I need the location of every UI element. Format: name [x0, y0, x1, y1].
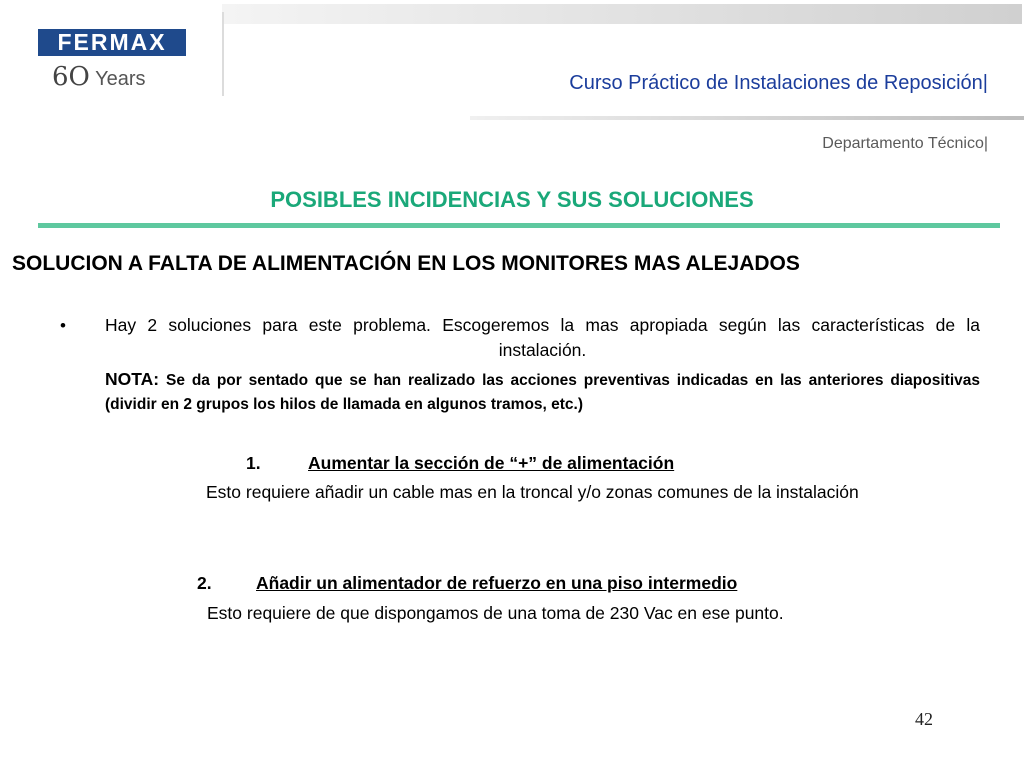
note-text: Se da por sentado que se han realizado las acciones preventivas indicadas en las anteriores diapositivas (dividir en 2 grupos los hilos de llamada en algunos tramos, etc.): [105, 372, 980, 413]
option-2-number: 2.: [197, 573, 212, 593]
bullet-marker: •: [60, 316, 66, 335]
bullet-text: Hay 2 soluciones para este problema. Escogeremos la mas apropiada según las características de la instalación.: [105, 315, 980, 360]
anniversary-word: Years: [95, 68, 146, 90]
option-1-title: Aumentar la sección de “+” de alimentación: [308, 453, 675, 473]
course-title: Curso Práctico de Instalaciones de Reposición|: [569, 72, 988, 94]
header-divider: [470, 116, 1024, 120]
anniversary-number: 6O: [52, 62, 90, 92]
section-divider: [38, 223, 1000, 228]
option-1-number: 1.: [246, 453, 261, 473]
option-1-description: Esto requiere añadir un cable mas en la troncal y/o zonas comunes de la instalación: [206, 482, 859, 502]
note-block: [105, 367, 980, 417]
option-2-description: Esto requiere de que dispongamos de una toma de 230 Vac en ese punto.: [207, 603, 784, 623]
fermax-logo-text: FERMAX: [57, 29, 167, 55]
slide-heading: SOLUCION A FALTA DE ALIMENTACIÓN EN LOS MONITORES MAS ALEJADOS: [12, 252, 800, 275]
note-label: NOTA:: [105, 369, 160, 389]
anniversary-badge: [52, 62, 145, 92]
department-label: Departamento Técnico|: [822, 135, 988, 152]
header-top-bar: [222, 4, 1022, 24]
option-2-title: Añadir un alimentador de refuerzo en una piso intermedio: [256, 573, 738, 593]
section-title: POSIBLES INCIDENCIAS Y SUS SOLUCIONES: [270, 187, 754, 212]
page-number: 42: [915, 709, 933, 729]
